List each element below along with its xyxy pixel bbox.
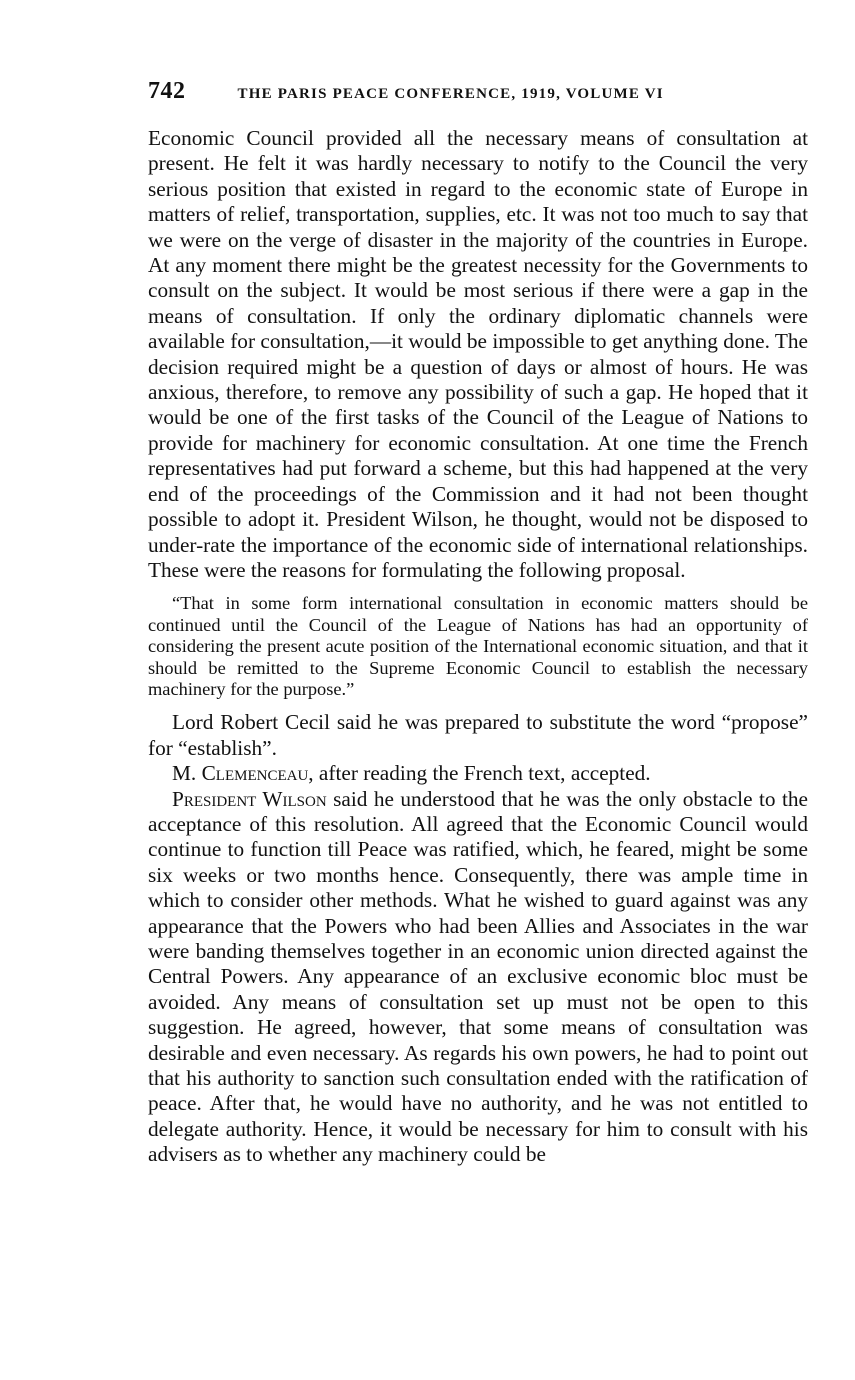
paragraph-wilson-text: said he understood that he was the only obstacle to the acceptance of this resolution. All agreed that the Economic Council would continue to function till Peace was ratified, which, he feared, might be some six weeks or two months hence. Consequently, there was ample time in which to consider other methods. What he wished to guard against was any appearance that the Powers who had been Allies and Associates in the war were banding themselves together in an economic union directed against the Central Powers. Any appearance of an exclusive economic bloc must be avoided. Any means of consultation set up must not be open to this suggestion. He agreed, however, that some means of consultation was desirable and even necessary. As regards his own powers, he had to point out that his authority to sanction such consultation ended with the ratification of peace. After that, he would have no authority, and he was not entitled to delegate authority. Hence, it would be necessary for him to consult with his advisers as to whether any machinery could be: [148, 786, 808, 1167]
speaker-wilson: President Wilson: [172, 786, 327, 811]
block-quote-proposal: “That in some form international consultation in economic matters should be continued until the Council of the League of Nations has had an opportunity of considering the present acute position of the International economic situation, and that it should be remitted to the Supreme Economic Council to establish the necessary machinery for the purpose.”: [148, 593, 808, 699]
page-header: [148, 78, 808, 105]
paragraph-wilson: [148, 787, 808, 1168]
paragraph-clemenceau-text: , after reading the French text, accepted.: [308, 761, 651, 786]
running-title: THE PARIS PEACE CONFERENCE, 1919, VOLUME VI: [237, 86, 664, 102]
speaker-clemenceau: M. Clemenceau: [172, 761, 309, 786]
page-body: [148, 126, 808, 1168]
paragraph-continuation: Economic Council provided all the necessary means of consultation at present. He felt it was hardly necessary to notify to the Council the very serious position that existed in regard to the economic state of Europe in matters of relief, transportation, supplies, etc. It was not too much to say that we were on the verge of disaster in the majority of the countries in Europe. At any moment there might be the greatest necessity for the Governments to consult on the subject. It would be most serious if there were a gap in the means of consultation. If only the ordinary diplomatic channels were available for consultation,—it would be impossible to get anything done. The decision required might be a question of days or almost of hours. He was anxious, therefore, to remove any possibility of such a gap. He hoped that it would be one of the first tasks of the Council of the League of Nations to provide for machinery for economic consultation. At one time the French representatives had put forward a scheme, but this had happened at the very end of the proceedings of the Commission and it had not been thought possible to adopt it. President Wilson, he thought, would not be disposed to under-rate the importance of the economic side of international relationships. These were the reasons for formulating the following proposal.: [148, 126, 808, 582]
paragraph-clemenceau: [148, 761, 808, 786]
paragraph-cecil: Lord Robert Cecil said he was prepared to substitute the word “propose” for “establish”.: [148, 710, 808, 760]
page-number: 742: [148, 78, 186, 104]
